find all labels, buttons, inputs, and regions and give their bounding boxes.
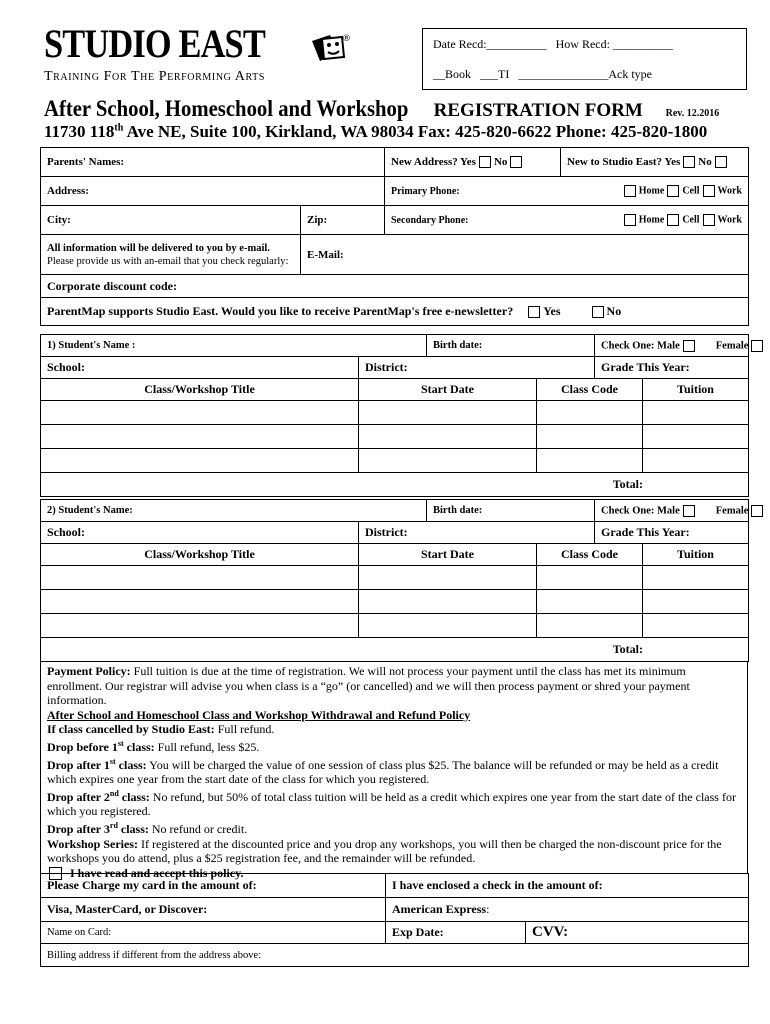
student-2-col-start: Start Date	[359, 544, 537, 566]
student-1-grade-label: Grade This Year:	[601, 360, 690, 374]
student-2-class-title-cell[interactable]	[41, 590, 359, 614]
charge-card-field[interactable]	[41, 874, 386, 898]
student-2-class-title-cell[interactable]	[41, 614, 359, 638]
payment-policy-label: Payment Policy:	[47, 664, 131, 678]
theater-mask-icon	[308, 33, 351, 65]
svg-text:®: ®	[342, 34, 351, 44]
student-2-col-title: Class/Workshop Title	[41, 544, 359, 566]
studio-address	[44, 122, 707, 142]
secondary-home-checkbox[interactable]	[624, 214, 636, 226]
student-1-district-field[interactable]	[359, 357, 595, 379]
primary-home-label: Home	[638, 185, 665, 197]
student-2-code-cell[interactable]	[537, 566, 643, 590]
drop-3-text: No refund, but 50% of total class tuition will be held as a credit which expires one year from the start date of the class for which you registered.	[47, 789, 736, 819]
student-2-tuition-cell[interactable]	[643, 614, 749, 638]
payment-policy-section	[40, 661, 748, 880]
email-note-bold: All information will be delivered to you by e-mail.	[47, 242, 270, 254]
student-1-tuition-cell[interactable]	[643, 425, 749, 449]
form-title-registration: REGISTRATION FORM	[433, 100, 643, 121]
form-title	[44, 96, 719, 122]
new-address-label: New Address? Yes	[391, 155, 476, 168]
student-1-code-cell[interactable]	[537, 449, 643, 473]
student-1-grade-field[interactable]	[595, 357, 749, 379]
student-2-school-label: School:	[47, 525, 86, 539]
address-text: Ave NE, Suite 100, Kirkland, WA 98034 Fax: 425-820-6622 Phone: 425-820-1800	[123, 122, 708, 141]
drop-2-label: Drop after 1	[47, 757, 110, 772]
cvv-label: CVV:	[532, 924, 569, 940]
primary-cell-checkbox[interactable]	[667, 185, 679, 197]
student-2-school-field[interactable]	[41, 522, 359, 544]
drop-4-label-end: class:	[117, 821, 149, 836]
new-to-studio-no-checkbox[interactable]	[715, 156, 727, 168]
address-sup: th	[114, 122, 124, 134]
payment-policy-paragraph	[47, 664, 741, 708]
parents-names-field[interactable]	[41, 148, 385, 177]
zip-field[interactable]	[301, 206, 385, 235]
email-note	[41, 235, 301, 275]
student-1-tuition-cell[interactable]	[643, 449, 749, 473]
parent-info-table	[40, 147, 749, 326]
student-2-grade-field[interactable]	[595, 522, 749, 544]
payment-table	[40, 873, 749, 967]
student-2-start-cell[interactable]	[359, 590, 537, 614]
student-1-code-cell[interactable]	[537, 425, 643, 449]
student-1-col-title: Class/Workshop Title	[41, 379, 359, 401]
student-1-table	[40, 334, 749, 497]
student-2-name-field[interactable]	[41, 500, 427, 522]
drop-4-text: No refund or credit.	[148, 821, 248, 836]
primary-work-label: Work	[717, 185, 742, 197]
student-1-class-row	[41, 449, 749, 473]
zip-label: Zip:	[307, 214, 328, 226]
student-2-class-row	[41, 566, 749, 590]
parentmap-yes-checkbox[interactable]	[528, 306, 540, 318]
student-2-start-cell[interactable]	[359, 566, 537, 590]
student-2-class-row	[41, 614, 749, 638]
secondary-cell-label: Cell	[682, 214, 700, 226]
amex-colon: :	[486, 902, 490, 916]
name-on-card-field[interactable]	[41, 922, 386, 944]
policy-cancelled-label: If class cancelled by Studio East:	[47, 722, 215, 737]
student-1-class-row	[41, 425, 749, 449]
check-amount-field[interactable]	[386, 874, 749, 898]
policy-drop-after-second	[47, 787, 741, 819]
student-1-class-row	[41, 401, 749, 425]
student-2-name-label: 2) Student's Name:	[47, 505, 133, 516]
student-1-school-label: School:	[47, 360, 86, 374]
new-to-studio-no-label: No	[698, 155, 712, 168]
address-label: Address:	[47, 185, 89, 197]
accept-policy-label: I have read and accept this policy.	[70, 865, 244, 880]
student-1-total-field[interactable]	[41, 473, 749, 497]
student-2-birth-label: Birth date:	[433, 505, 483, 516]
office-use-box	[422, 28, 747, 90]
student-2-total-field[interactable]	[41, 638, 749, 662]
cvv-field[interactable]	[526, 922, 749, 944]
refund-policy-heading: After School and Homeschool Class and Workshop Withdrawal and Refund Policy	[47, 707, 471, 722]
student-1-code-cell[interactable]	[537, 401, 643, 425]
logo-tagline: Training For The Performing Arts	[44, 69, 266, 84]
email-label: E-Mail:	[307, 248, 344, 261]
student-1-male-checkbox[interactable]	[683, 340, 695, 352]
student-2-class-row	[41, 590, 749, 614]
series-text: If registered at the discounted price and you drop any workshops, you will then be charged the non-discount price for the workshops you do attend, plus a $25 registration fee, and the remainder will be refunded.	[47, 836, 722, 866]
student-2-code-cell[interactable]	[537, 614, 643, 638]
new-address-yes-checkbox[interactable]	[479, 156, 491, 168]
drop-3-sup: nd	[109, 788, 119, 798]
studio-east-logo: STUDIO EAST	[44, 21, 265, 66]
policy-workshop-series	[47, 837, 741, 866]
student-1-birth-field[interactable]	[427, 335, 595, 357]
drop-3-label: Drop after 2	[47, 789, 110, 804]
student-1-tuition-cell[interactable]	[643, 401, 749, 425]
card-type-label: Visa, MasterCard, or Discover:	[47, 902, 208, 916]
student-2-total-label: Total:	[612, 642, 644, 656]
drop-2-sup: st	[109, 756, 116, 766]
secondary-home-label: Home	[638, 214, 665, 226]
new-address-no-checkbox[interactable]	[510, 156, 522, 168]
name-on-card-label: Name on Card:	[47, 927, 112, 938]
primary-home-checkbox[interactable]	[624, 185, 636, 197]
student-2-female-label: Female	[715, 504, 749, 516]
office-line-type: __Book ___TI _______________Ack type	[433, 67, 652, 81]
primary-phone-field[interactable]	[385, 177, 561, 206]
student-1-class-title-cell[interactable]	[41, 401, 359, 425]
payment-policy-text: Full tuition is due at the time of registration. We will not process your payment until the class has met its minimum enrollment. Our registrar will advise you when class is a “go” (or cancelled) and we will then process payment or shred your payment information.	[47, 664, 690, 708]
email-note-text: Please provide us with an-email that you check regularly:	[47, 255, 289, 267]
primary-cell-label: Cell	[682, 185, 700, 197]
student-1-class-title-cell[interactable]	[41, 449, 359, 473]
student-2-tuition-cell[interactable]	[643, 590, 749, 614]
student-2-col-tuition: Tuition	[643, 544, 749, 566]
office-line-received: Date Recd:__________ How Recd: __________	[433, 37, 673, 51]
student-2-district-field[interactable]	[359, 522, 595, 544]
student-2-grade-label: Grade This Year:	[601, 525, 690, 539]
student-1-birth-label: Birth date:	[433, 340, 483, 351]
amex-label: American Express	[392, 902, 487, 916]
drop-1-label-end: class:	[123, 739, 155, 754]
series-label: Workshop Series:	[47, 836, 139, 851]
exp-date-label: Exp Date:	[392, 925, 444, 939]
student-1-name-field[interactable]	[41, 335, 427, 357]
policy-drop-before-first	[47, 737, 741, 755]
corporate-code-field[interactable]	[41, 275, 749, 298]
billing-address-label: Billing address if different from the address above:	[47, 949, 262, 961]
secondary-work-checkbox[interactable]	[703, 214, 715, 226]
card-type-field[interactable]	[41, 898, 386, 922]
policy-cancelled-text: Full refund.	[214, 722, 275, 737]
policy-drop-after-third	[47, 819, 741, 837]
student-1-col-tuition: Tuition	[643, 379, 749, 401]
student-1-name-label: 1) Student's Name :	[47, 340, 136, 351]
student-1-total-label: Total:	[612, 477, 644, 491]
student-1-start-cell[interactable]	[359, 449, 537, 473]
email-field[interactable]	[301, 235, 749, 275]
student-2-female-checkbox[interactable]	[751, 505, 763, 517]
student-1-start-cell[interactable]	[359, 401, 537, 425]
student-2-district-label: District:	[365, 525, 408, 539]
policy-drop-after-first	[47, 755, 741, 787]
new-to-studio-label: New to Studio East? Yes	[567, 155, 681, 168]
secondary-cell-checkbox[interactable]	[667, 214, 679, 226]
primary-phone-label: Primary Phone:	[391, 185, 460, 197]
student-2-code-cell[interactable]	[537, 590, 643, 614]
check-amount-label: I have enclosed a check in the amount of:	[392, 878, 603, 892]
exp-date-field[interactable]	[386, 922, 526, 944]
address-field[interactable]	[41, 177, 385, 206]
student-1-school-field[interactable]	[41, 357, 359, 379]
drop-1-label: Drop before 1	[47, 739, 118, 754]
form-title-main: After School, Homeschool and Workshop	[44, 96, 409, 121]
student-2-male-checkbox[interactable]	[683, 505, 695, 517]
primary-work-checkbox[interactable]	[703, 185, 715, 197]
new-address-no-label: No	[493, 155, 508, 168]
parents-names-label: Parents' Names:	[47, 156, 125, 168]
city-field[interactable]	[41, 206, 301, 235]
drop-2-label-end: class:	[115, 757, 147, 772]
parentmap-no-label: No	[606, 304, 622, 318]
policy-cancelled	[47, 722, 741, 737]
drop-1-sup: st	[117, 738, 124, 748]
student-2-col-code: Class Code	[537, 544, 643, 566]
drop-1-text: Full refund, less $25.	[154, 739, 260, 754]
corporate-code-label: Corporate discount code:	[47, 278, 177, 293]
student-1-district-label: District:	[365, 360, 408, 374]
student-2-tuition-cell[interactable]	[643, 566, 749, 590]
parentmap-no-checkbox[interactable]	[592, 306, 604, 318]
new-to-studio-yes-checkbox[interactable]	[683, 156, 695, 168]
student-2-male-label: Check One: Male	[601, 504, 680, 516]
student-1-col-start: Start Date	[359, 379, 537, 401]
student-2-table	[40, 499, 749, 662]
student-2-start-cell[interactable]	[359, 614, 537, 638]
student-1-male-label: Check One: Male	[601, 339, 680, 351]
student-2-class-title-cell[interactable]	[41, 566, 359, 590]
student-1-female-label: Female	[715, 339, 749, 351]
parentmap-question: ParentMap supports Studio East. Would you like to receive ParentMap's free e-newsletter?	[47, 304, 514, 318]
city-label: City:	[47, 214, 71, 226]
student-2-birth-field[interactable]	[427, 500, 595, 522]
drop-3-label-end: class:	[118, 789, 150, 804]
student-1-class-title-cell[interactable]	[41, 425, 359, 449]
secondary-phone-field[interactable]	[385, 206, 561, 235]
secondary-phone-label: Secondary Phone:	[391, 214, 469, 226]
amex-field[interactable]	[386, 898, 749, 922]
student-1-female-checkbox[interactable]	[751, 340, 763, 352]
drop-4-sup: rd	[109, 820, 118, 830]
student-1-start-cell[interactable]	[359, 425, 537, 449]
form-revision: Rev. 12.2016	[665, 108, 720, 119]
drop-2-text: You will be charged the value of one session of class plus $25. The balance will be refunded or may be held as a credit which expires one year from the start date of the class for which you registered.	[47, 757, 719, 787]
secondary-work-label: Work	[717, 214, 742, 226]
charge-card-label: Please Charge my card in the amount of:	[47, 878, 257, 892]
address-number: 11730 118	[44, 122, 115, 141]
drop-4-label: Drop after 3	[47, 821, 110, 836]
billing-address-field[interactable]	[41, 944, 749, 967]
student-1-col-code: Class Code	[537, 379, 643, 401]
parentmap-yes-label: Yes	[543, 304, 561, 318]
